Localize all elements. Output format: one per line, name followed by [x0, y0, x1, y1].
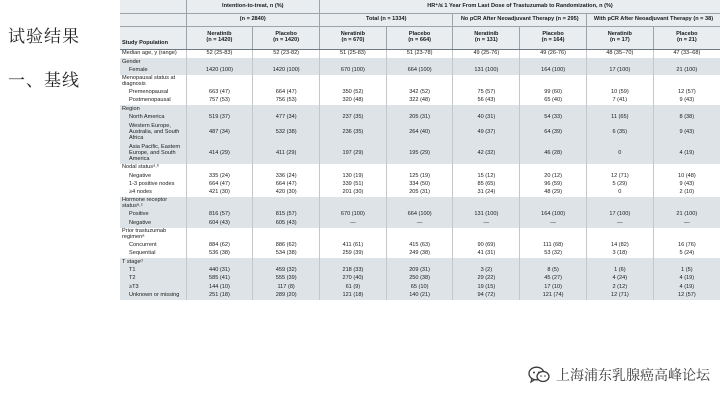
- table-cell: 205 (31): [386, 114, 453, 122]
- table-cell: 42 (32): [453, 143, 520, 164]
- table-cell: 9 (43): [653, 97, 720, 105]
- table-cell: 46 (28): [520, 143, 587, 164]
- section-row: [120, 228, 720, 242]
- table-cell: 757 (53): [186, 97, 253, 105]
- table-cell: [320, 58, 387, 66]
- table-cell: [186, 197, 253, 211]
- table-row: [120, 211, 720, 219]
- table-cell: 21 (100): [653, 211, 720, 219]
- arm-column-header: [253, 27, 320, 50]
- table-cell: 251 (18): [186, 292, 253, 300]
- table-cell: 64 (39): [520, 122, 587, 143]
- row-label: Negative: [120, 220, 186, 228]
- table-cell: [253, 258, 320, 266]
- table-cell: 555 (39): [253, 275, 320, 283]
- table-cell: 197 (29): [320, 143, 387, 164]
- table-cell: 15 (12): [453, 172, 520, 180]
- arm-count: (n = 17): [609, 37, 630, 43]
- section-label: Nodal statusᵃ˒ᵇ: [122, 164, 160, 171]
- table-cell: 121 (74): [520, 292, 587, 300]
- table-cell: 259 (39): [320, 250, 387, 258]
- table-cell: 144 (10): [186, 283, 253, 291]
- table-cell: 664 (47): [186, 181, 253, 189]
- watermark-text: 上海浦东乳腺癌高峰论坛: [556, 368, 710, 384]
- row-label: Premenopausal: [129, 89, 169, 96]
- arm-count: (n = 664): [408, 37, 432, 43]
- table-cell: 65 (40): [520, 97, 587, 105]
- table-cell: 195 (29): [386, 143, 453, 164]
- table-cell: [186, 258, 253, 266]
- table-cell: 11 (65): [586, 114, 653, 122]
- table-cell: 670 (100): [320, 211, 387, 219]
- arm-name: Neratinib: [207, 31, 232, 38]
- table-cell: [386, 58, 453, 66]
- table-cell: [520, 58, 587, 66]
- row-label: Sequential: [129, 250, 156, 257]
- row-label: ≥4 nodes: [129, 189, 152, 196]
- table-cell: 65 (10): [386, 283, 453, 291]
- table-cell: 4 (19): [653, 283, 720, 291]
- table-cell: [453, 258, 520, 266]
- table-cell: 48 (29): [520, 189, 587, 197]
- table-cell: [520, 75, 587, 89]
- table-cell: 5 (24): [653, 250, 720, 258]
- table-cell: [586, 228, 653, 242]
- table-cell: 49 (37): [453, 122, 520, 143]
- table-cell: 53 (32): [520, 250, 587, 258]
- group-header-itt: Intention-to-treat, n (%): [186, 0, 319, 14]
- table-cell: 48 (35–70): [586, 50, 653, 59]
- table-cell: 75 (57): [453, 89, 520, 97]
- table-row: [120, 220, 720, 228]
- table-cell: 61 (9): [320, 283, 387, 291]
- table-cell: [653, 105, 720, 113]
- table-cell: 47 (33–68): [653, 50, 720, 59]
- table-cell: 29 (22): [453, 275, 520, 283]
- table-cell: 131 (100): [453, 211, 520, 219]
- table-cell: 96 (59): [520, 181, 587, 189]
- table-cell: [386, 258, 453, 266]
- table-cell: 342 (52): [386, 89, 453, 97]
- table-cell: 0: [586, 189, 653, 197]
- section-label: T stageᵈ: [120, 258, 186, 266]
- table-cell: [586, 258, 653, 266]
- arm-count: (n = 164): [541, 37, 565, 43]
- table-cell: 45 (27): [520, 275, 587, 283]
- table-cell: 49 (26-76): [520, 50, 587, 59]
- table-cell: 209 (31): [386, 267, 453, 275]
- table-cell: [453, 58, 520, 66]
- wechat-icon: [528, 366, 550, 384]
- section-row: [120, 105, 720, 113]
- table-cell: 270 (40): [320, 275, 387, 283]
- table-cell: 816 (57): [186, 211, 253, 219]
- section-row: [120, 164, 720, 172]
- watermark: [528, 365, 710, 385]
- arm-column-header: [453, 27, 520, 50]
- table-cell: 477 (34): [253, 114, 320, 122]
- table-cell: [586, 105, 653, 113]
- baseline-characteristics-table: [120, 0, 720, 300]
- table-cell: [520, 164, 587, 172]
- table-cell: [386, 164, 453, 172]
- table-cell: 6 (35): [586, 122, 653, 143]
- section-label: Menopausal status at diagnosis: [122, 75, 176, 87]
- table-cell: 604 (43): [186, 220, 253, 228]
- table-cell: 350 (52): [320, 89, 387, 97]
- table-cell: 17 (10): [520, 283, 587, 291]
- table-cell: 815 (57): [253, 211, 320, 219]
- table-cell: [653, 258, 720, 266]
- table-cell: [586, 58, 653, 66]
- table-cell: 663 (47): [186, 89, 253, 97]
- table-cell: 487 (34): [186, 122, 253, 143]
- table-cell: [186, 105, 253, 113]
- row-label: T1: [120, 267, 186, 275]
- table-cell: [320, 105, 387, 113]
- table-cell: [320, 228, 387, 242]
- subgroup-header-total: Total (n = 1334): [320, 14, 453, 27]
- table-cell: 218 (33): [320, 267, 387, 275]
- table-cell: [386, 105, 453, 113]
- table-cell: 201 (30): [320, 189, 387, 197]
- table-cell: 17 (100): [586, 67, 653, 75]
- table-cell: 1 (6): [586, 267, 653, 275]
- table-cell: [586, 75, 653, 89]
- table-cell: 12 (57): [653, 292, 720, 300]
- table-cell: 4 (24): [586, 275, 653, 283]
- table-cell: 756 (53): [253, 97, 320, 105]
- slide-title: 试验结果: [8, 27, 80, 47]
- table-cell: 411 (61): [320, 242, 387, 250]
- table-cell: 9 (43): [653, 122, 720, 143]
- table-cell: 164 (100): [520, 67, 587, 75]
- table-cell: [320, 75, 387, 89]
- table-cell: —: [586, 220, 653, 228]
- table-cell: 459 (32): [253, 267, 320, 275]
- table-row: [120, 283, 720, 291]
- table-cell: 1420 (100): [186, 67, 253, 75]
- table-body: [120, 50, 720, 300]
- table-cell: 532 (38): [253, 122, 320, 143]
- row-label: Positive: [120, 211, 186, 219]
- subgroup-header-itt: (n = 2840): [186, 14, 319, 27]
- slide-subtitle: 一、基线: [8, 71, 80, 91]
- table-cell: 440 (31): [186, 267, 253, 275]
- table-cell: [186, 58, 253, 66]
- table-cell: 85 (65): [453, 181, 520, 189]
- table-row: [120, 181, 720, 189]
- table-cell: 322 (48): [386, 97, 453, 105]
- arm-name: Neratinib: [474, 31, 499, 38]
- table-cell: 111 (68): [520, 242, 587, 250]
- arm-column-header: [653, 27, 720, 50]
- table-cell: —: [653, 220, 720, 228]
- table-cell: 3 (18): [586, 250, 653, 258]
- row-label: Female: [120, 67, 186, 75]
- table-cell: 40 (31): [453, 114, 520, 122]
- arm-count: (n = 1420): [273, 37, 300, 43]
- table-row: [120, 97, 720, 105]
- table-cell: 1420 (100): [253, 67, 320, 75]
- table-cell: 664 (100): [386, 67, 453, 75]
- table-cell: 250 (38): [386, 275, 453, 283]
- table-cell: 130 (19): [320, 172, 387, 180]
- section-label: Prior trastuzumab regimenᵃ: [122, 228, 167, 240]
- arm-column-header: [186, 27, 253, 50]
- table-cell: 4 (19): [653, 143, 720, 164]
- table-cell: 236 (35): [320, 122, 387, 143]
- table-cell: 605 (43): [253, 220, 320, 228]
- table-cell: 16 (76): [653, 242, 720, 250]
- table-cell: [386, 228, 453, 242]
- table-cell: [653, 228, 720, 242]
- table-cell: —: [320, 220, 387, 228]
- table-cell: [186, 75, 253, 89]
- subgroup-header-no-pcr: No pCR After Neoadjuvant Therapy (n = 295): [453, 14, 586, 27]
- table-cell: 5 (29): [586, 181, 653, 189]
- table-cell: 131 (100): [453, 67, 520, 75]
- table-cell: [453, 75, 520, 89]
- table-cell: 339 (51): [320, 181, 387, 189]
- table-cell: 9 (43): [653, 181, 720, 189]
- table-cell: 3 (2): [453, 267, 520, 275]
- row-label: ≥T3: [120, 283, 186, 291]
- table-cell: [320, 197, 387, 211]
- section-label: Hormone receptor statusᵃ˒ᶜ: [120, 197, 186, 211]
- row-label: Median age, y (range): [122, 50, 177, 57]
- table-row: [120, 250, 720, 258]
- table-cell: [520, 258, 587, 266]
- table-cell: [253, 105, 320, 113]
- table-cell: 534 (38): [253, 250, 320, 258]
- table-cell: 519 (37): [186, 114, 253, 122]
- arm-count: (n = 21): [676, 37, 697, 43]
- table-cell: [653, 197, 720, 211]
- table-cell: 664 (47): [253, 89, 320, 97]
- row-label: North America: [120, 114, 186, 122]
- table-cell: 1 (5): [653, 267, 720, 275]
- table-row: [120, 114, 720, 122]
- table-cell: 664 (100): [386, 211, 453, 219]
- table-cell: [453, 228, 520, 242]
- table-cell: [520, 228, 587, 242]
- table-cell: 51 (25-83): [320, 50, 387, 59]
- arm-count: (n = 670): [341, 37, 365, 43]
- group-header-hr: HR⁺/≤ 1 Year From Last Dose of Trastuzumab to Randomization, n (%): [320, 0, 720, 14]
- table-cell: 7 (41): [586, 97, 653, 105]
- table-cell: 21 (100): [653, 67, 720, 75]
- table-cell: 90 (69): [453, 242, 520, 250]
- table-cell: 164 (100): [520, 211, 587, 219]
- arm-column-header: [586, 27, 653, 50]
- arm-name: Placebo: [408, 31, 431, 38]
- arm-count: (n = 1420): [206, 37, 233, 43]
- table-cell: [520, 197, 587, 211]
- row-label: Concurrent: [129, 242, 157, 249]
- table-cell: 52 (25-83): [186, 50, 253, 59]
- table-cell: 884 (62): [186, 242, 253, 250]
- table-cell: 411 (29): [253, 143, 320, 164]
- table-cell: 99 (60): [520, 89, 587, 97]
- study-population-header: Study Population: [120, 27, 186, 50]
- table-cell: —: [520, 220, 587, 228]
- arm-count: (n = 131): [474, 37, 498, 43]
- table-cell: 54 (33): [520, 114, 587, 122]
- table-cell: [653, 164, 720, 172]
- table-cell: 12 (71): [586, 292, 653, 300]
- table-cell: [453, 164, 520, 172]
- table-cell: 8 (38): [653, 114, 720, 122]
- section-row: [120, 75, 720, 89]
- table-cell: 8 (5): [520, 267, 587, 275]
- table-cell: [586, 164, 653, 172]
- table-cell: 19 (15): [453, 283, 520, 291]
- table-cell: 420 (30): [253, 189, 320, 197]
- table-cell: 320 (48): [320, 97, 387, 105]
- table-cell: [253, 197, 320, 211]
- table-cell: 886 (62): [253, 242, 320, 250]
- table-cell: [253, 58, 320, 66]
- header-spacer: [120, 0, 186, 14]
- table-cell: 2 (10): [653, 189, 720, 197]
- arm-column-header: [386, 27, 453, 50]
- table-cell: 121 (18): [320, 292, 387, 300]
- table-cell: 52 (23-82): [253, 50, 320, 59]
- table-cell: 31 (24): [453, 189, 520, 197]
- table-cell: 14 (82): [586, 242, 653, 250]
- arm-name: Placebo: [542, 31, 564, 38]
- table-row: [120, 67, 720, 75]
- table-cell: 335 (24): [186, 172, 253, 180]
- table-cell: 415 (63): [386, 242, 453, 250]
- table-row: [120, 292, 720, 300]
- table-row: [120, 172, 720, 180]
- table-cell: 2 (12): [586, 283, 653, 291]
- table-cell: 94 (72): [453, 292, 520, 300]
- table-cell: [320, 258, 387, 266]
- table-cell: [320, 164, 387, 172]
- table-cell: 289 (20): [253, 292, 320, 300]
- table-cell: 117 (8): [253, 283, 320, 291]
- table-cell: [453, 105, 520, 113]
- table-row: [120, 242, 720, 250]
- arm-name: Neratinib: [607, 31, 632, 38]
- baseline-table-image: [120, 0, 720, 405]
- row-label: Postmenopausal: [129, 97, 171, 104]
- table-cell: [386, 75, 453, 89]
- table-cell: 17 (100): [586, 211, 653, 219]
- table-cell: 585 (41): [186, 275, 253, 283]
- table-cell: 205 (31): [386, 189, 453, 197]
- row-label: Western Europe, Australia, and South Africa: [120, 122, 186, 143]
- table-cell: 125 (19): [386, 172, 453, 180]
- arm-name: Neratinib: [340, 31, 365, 38]
- table-cell: [186, 228, 253, 242]
- table-cell: [253, 228, 320, 242]
- arm-name: Placebo: [676, 31, 698, 38]
- row-label: T2: [120, 275, 186, 283]
- table-cell: 421 (30): [186, 189, 253, 197]
- arm-name: Placebo: [275, 31, 297, 38]
- table-cell: 41 (31): [453, 250, 520, 258]
- row-label: Asia Pacific, Eastern Europe, and South America: [120, 143, 186, 164]
- table-cell: [586, 197, 653, 211]
- section-label: Gender: [120, 58, 186, 66]
- arm-column-header: [520, 27, 587, 50]
- table-cell: 336 (24): [253, 172, 320, 180]
- table-cell: 4 (19): [653, 275, 720, 283]
- table-cell: —: [386, 220, 453, 228]
- table-cell: 249 (38): [386, 250, 453, 258]
- table-cell: 10 (48): [653, 172, 720, 180]
- header-spacer: [120, 14, 186, 27]
- table-cell: 536 (38): [186, 250, 253, 258]
- section-label: Region: [120, 105, 186, 113]
- subgroup-header-with-pcr: With pCR After Neoadjuvant Therapy (n = 38): [586, 14, 720, 27]
- arm-column-header: [320, 27, 387, 50]
- table-cell: [520, 105, 587, 113]
- row-label: Unknown or missing: [120, 292, 186, 300]
- table-cell: 56 (43): [453, 97, 520, 105]
- section-row: [120, 197, 720, 211]
- row-label: 1-3 positive nodes: [129, 180, 175, 187]
- table-cell: 237 (35): [320, 114, 387, 122]
- table-cell: 264 (40): [386, 122, 453, 143]
- table-cell: 51 (23-78): [386, 50, 453, 59]
- table-cell: [653, 58, 720, 66]
- table-cell: 0: [586, 143, 653, 164]
- table-cell: [453, 197, 520, 211]
- table-cell: 670 (100): [320, 67, 387, 75]
- table-cell: [653, 75, 720, 89]
- table-cell: [186, 164, 253, 172]
- table-row: [120, 50, 720, 59]
- table-cell: 334 (50): [386, 181, 453, 189]
- section-row: [120, 258, 720, 266]
- table-row: [120, 143, 720, 164]
- table-cell: 12 (57): [653, 89, 720, 97]
- table-cell: 664 (47): [253, 181, 320, 189]
- table-cell: 12 (71): [586, 172, 653, 180]
- table-cell: 10 (59): [586, 89, 653, 97]
- section-row: [120, 58, 720, 66]
- table-cell: 20 (12): [520, 172, 587, 180]
- table-cell: [253, 164, 320, 172]
- table-row: [120, 89, 720, 97]
- table-cell: —: [453, 220, 520, 228]
- table-row: [120, 275, 720, 283]
- table-cell: 140 (21): [386, 292, 453, 300]
- table-cell: [253, 75, 320, 89]
- table-row: [120, 122, 720, 143]
- table-row: [120, 189, 720, 197]
- table-cell: [386, 197, 453, 211]
- table-cell: 414 (29): [186, 143, 253, 164]
- table-row: [120, 267, 720, 275]
- table-cell: 49 (25-76): [453, 50, 520, 59]
- row-label: Negative: [129, 172, 152, 179]
